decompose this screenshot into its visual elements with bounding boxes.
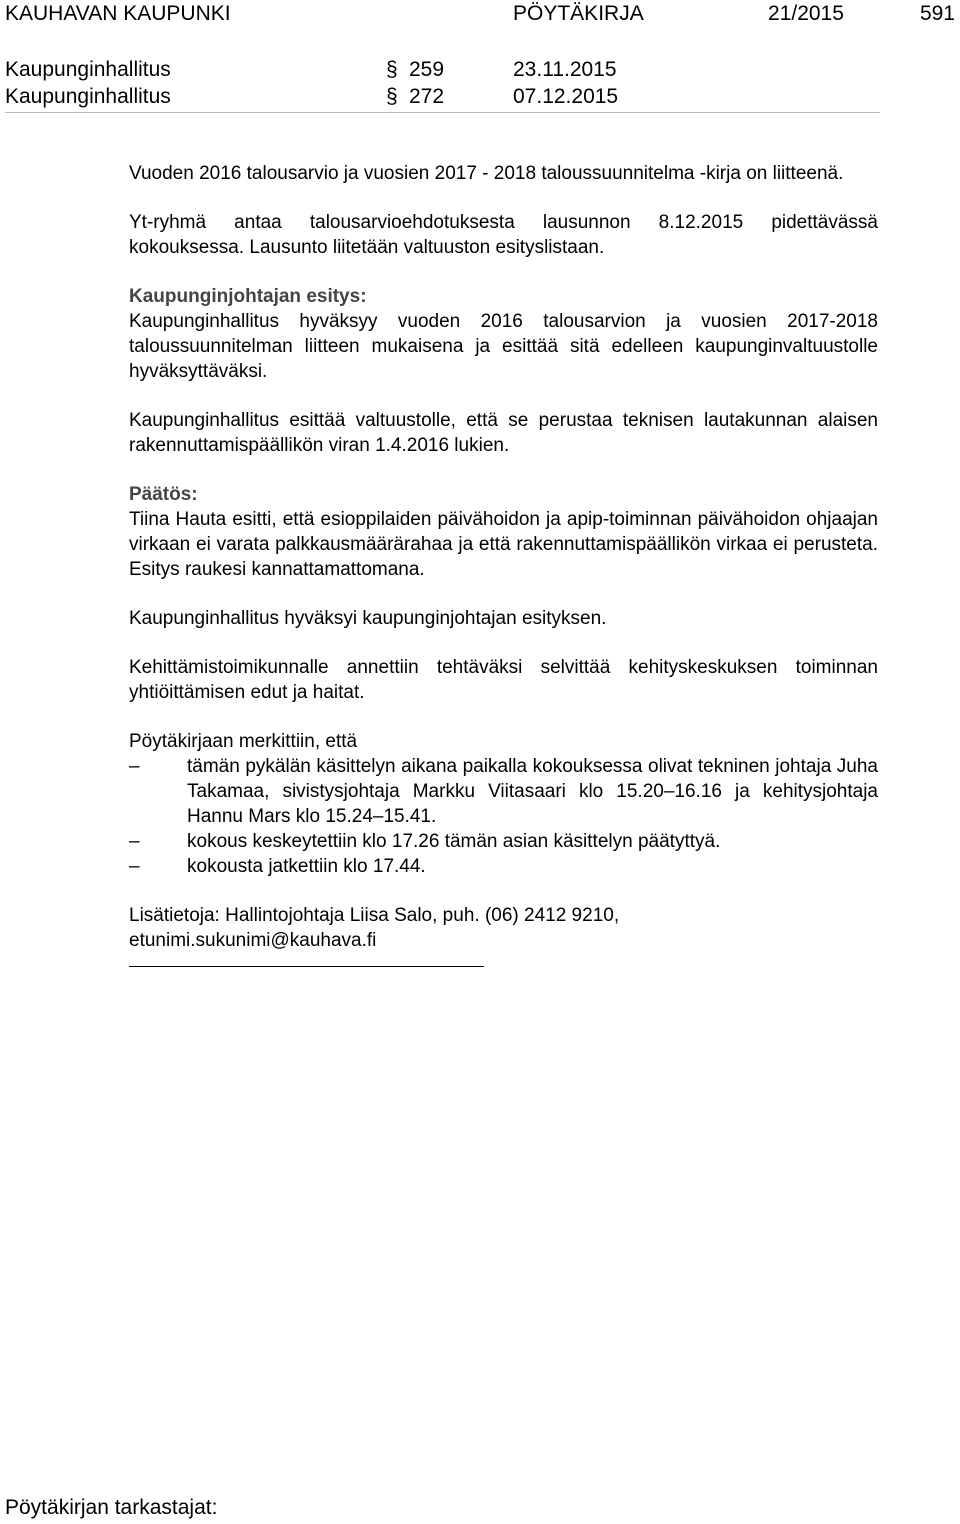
list-item-text: kokousta jatkettiin klo 17.44.	[187, 856, 426, 877]
list-item-text: tämän pykälän käsittelyn aikana paikalla kokouksessa olivat tekninen johtaja Juha Takamaa, sivistysjohtaja Markku Viitasaari klo 15.20–16.16 ja kehitysjohtaja Hannu Mars klo 15.24–15.41.	[187, 756, 878, 827]
meeting-row	[5, 83, 880, 110]
decision-section	[129, 482, 878, 582]
organization-name: KAUHAVAN KAUPUNKI	[5, 2, 231, 25]
meeting-references	[5, 56, 880, 113]
divider-line	[129, 966, 484, 967]
list-item-text: kokous keskeytettiin klo 17.26 tämän asian käsittelyn päätyttyä.	[187, 831, 721, 852]
document-number: 21/2015	[768, 2, 844, 25]
decision-heading: Päätös:	[129, 484, 198, 505]
paragraph-statement: Yt-ryhmä antaa talousarvioehdotuksesta lausunnon 8.12.2015 pidettävässä kokouksessa. Lausunto liitetään valtuuston esityslistaan.	[129, 212, 878, 258]
paragraph-attachment: Vuoden 2016 talousarvio ja vuosien 2017 - 2018 taloussuunnitelma -kirja on liitteenä.	[129, 163, 844, 184]
page-header	[5, 2, 955, 28]
meeting-row	[5, 56, 880, 83]
section-symbol: §	[386, 85, 398, 108]
section-number: 272	[409, 85, 445, 108]
dash-marker: –	[129, 856, 140, 877]
section-symbol: §	[386, 58, 398, 81]
contact-info: Lisätietoja: Hallintojohtaja Liisa Salo, puh. (06) 2412 9210, etunimi.sukunimi@kauhava.fi	[129, 905, 620, 951]
proposal-text-2: Kaupunginhallitus esittää valtuustolle, että se perustaa teknisen lautakunnan alaisen rakennuttamispäällikön viran 1.4.2016 lukien.	[129, 410, 878, 456]
list-item	[129, 854, 878, 879]
decision-text-2: Kaupunginhallitus hyväksyi kaupunginjohtajan esityksen.	[129, 608, 607, 629]
dash-marker: –	[129, 831, 140, 852]
page-number: 591	[919, 2, 955, 25]
decision-text: Tiina Hauta esitti, että esioppilaiden päivähoidon ja apip-toiminnan päivähoidon ohjaajan virkaan ei varata palkkausmäärärahaa ja että rakennuttamispäällikön virkaa ei perusteta. Esitys raukesi kannattamattomana.	[129, 509, 878, 580]
dash-marker: –	[129, 756, 140, 777]
meeting-date: 07.12.2015	[513, 85, 619, 108]
meeting-date: 23.11.2015	[513, 58, 617, 81]
list-item	[129, 829, 878, 854]
section-number: 259	[409, 58, 445, 81]
notes-list	[129, 754, 878, 879]
document-body	[129, 161, 878, 967]
notes-intro: Pöytäkirjaan merkittiin, että	[129, 731, 358, 752]
list-item	[129, 754, 878, 829]
footer-label: Pöytäkirjan tarkastajat:	[5, 1496, 218, 1519]
proposal-text: Kaupunginhallitus hyväksyy vuoden 2016 talousarvion ja vuosien 2017-2018 taloussuunnitelman liitteen mukaisena ja esittää sitä edelleen kaupunginvaltuustolle hyväksyttäväksi.	[129, 311, 878, 382]
proposal-heading: Kaupunginjohtajan esitys:	[129, 286, 367, 307]
decision-text-3: Kehittämistoimikunnalle annettiin tehtäväksi selvittää kehityskeskuksen toiminnan yhtiöittämisen edut ja haitat.	[129, 657, 878, 703]
meeting-body: Kaupunginhallitus	[5, 58, 171, 81]
proposal-section	[129, 284, 878, 384]
meeting-body: Kaupunginhallitus	[5, 85, 171, 108]
document-type: PÖYTÄKIRJA	[513, 2, 644, 25]
